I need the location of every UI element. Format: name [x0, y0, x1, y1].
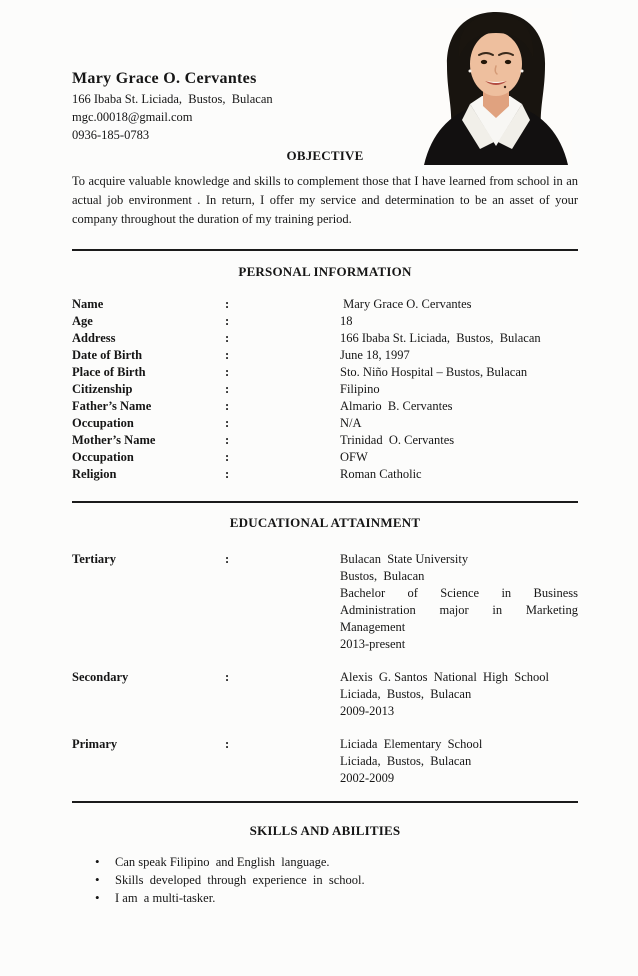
field-label: Date of Birth [72, 348, 143, 362]
skill-item: • Can speak Filipino and English language. [95, 853, 578, 871]
field-colon: : [225, 467, 230, 481]
personal-info-row [72, 330, 578, 347]
resume-content [72, 68, 578, 907]
field-label: Address [72, 331, 116, 345]
personal-info-row [72, 398, 578, 415]
field-label: Religion [72, 467, 117, 481]
field-value: N/A [340, 416, 362, 430]
field-colon: : [225, 365, 230, 379]
applicant-email: mgc.00018@gmail.com [72, 110, 193, 124]
education-line: 2002-2009 [340, 771, 395, 785]
personal-info-row [72, 381, 578, 398]
skills-heading: SKILLS AND ABILITIES [249, 823, 401, 838]
education-line: 2009-2013 [340, 704, 395, 718]
personal-info-row [72, 313, 578, 330]
section-divider [72, 249, 578, 251]
skills-list [72, 853, 578, 907]
field-value: June 18, 1997 [340, 348, 410, 362]
personal-info-row [72, 347, 578, 364]
left-eye [481, 60, 487, 64]
field-label: Father’s Name [72, 399, 152, 413]
objective-heading: OBJECTIVE [286, 148, 364, 163]
section-divider [72, 801, 578, 803]
education-line: Bulacan State University [340, 552, 469, 566]
field-label: Citizenship [72, 382, 133, 396]
education-row [72, 669, 578, 720]
section-divider [72, 501, 578, 503]
education-level-label: Tertiary [72, 552, 116, 566]
field-value: Filipino [340, 382, 380, 396]
education-line: Liciada, Bustos, Bulacan [340, 754, 472, 768]
field-value: 18 [340, 314, 353, 328]
education-level-label: Secondary [72, 670, 129, 684]
education-level-label: Primary [72, 737, 118, 751]
education-line: Liciada Elementary School [340, 737, 483, 751]
field-colon: : [225, 552, 230, 566]
field-label: Occupation [72, 416, 134, 430]
education-line: Bachelor of Science in Business [340, 586, 578, 600]
education-row [72, 551, 578, 653]
personal-info-row [72, 466, 578, 483]
field-colon: : [225, 297, 230, 311]
field-colon: : [225, 314, 230, 328]
personal-info-row [72, 415, 578, 432]
education-line: Management [340, 620, 406, 634]
education-line: Bustos, Bulacan [340, 569, 425, 583]
field-colon: : [225, 737, 230, 751]
field-colon: : [225, 450, 230, 464]
education-line: 2013-present [340, 637, 406, 651]
field-label: Occupation [72, 450, 134, 464]
field-label: Name [72, 297, 104, 311]
field-value: Sto. Niño Hospital – Bustos, Bulacan [340, 365, 528, 379]
field-value: Trinidad O. Cervantes [340, 433, 455, 447]
field-value: OFW [340, 450, 368, 464]
field-label: Age [72, 314, 93, 328]
field-colon: : [225, 433, 230, 447]
field-value: Almario B. Cervantes [340, 399, 453, 413]
field-colon: : [225, 670, 230, 684]
field-label: Place of Birth [72, 365, 146, 379]
field-colon: : [225, 331, 230, 345]
field-value: Mary Grace O. Cervantes [340, 297, 472, 311]
personal-info-row [72, 449, 578, 466]
education-row [72, 736, 578, 787]
field-label: Mother’s Name [72, 433, 156, 447]
personal-info-row [72, 296, 578, 313]
education-line: Liciada, Bustos, Bulacan [340, 687, 472, 701]
right-eye [505, 60, 511, 64]
personal-information-table [72, 296, 578, 483]
field-value: Roman Catholic [340, 467, 422, 481]
education-heading: EDUCATIONAL ATTAINMENT [229, 515, 421, 530]
education-line: Administration major in Marketing [340, 603, 578, 617]
applicant-address: 166 Ibaba St. Liciada, Bustos, Bulacan [72, 92, 273, 106]
education-table [72, 551, 578, 787]
field-colon: : [225, 399, 230, 413]
personal-info-row [72, 432, 578, 449]
skill-item: • Skills developed through experience in school. [95, 871, 578, 889]
education-details [340, 551, 578, 653]
education-details [340, 736, 578, 787]
education-details [340, 669, 578, 720]
personal-info-row [72, 364, 578, 381]
objective-text: To acquire valuable knowledge and skills to complement those that I have learned from school in an actual job environment . In return, I offer my service and determination to be an asset of your company throughout the duration of my training period. [72, 174, 578, 226]
field-colon: : [225, 382, 230, 396]
field-value: 166 Ibaba St. Liciada, Bustos, Bulacan [340, 331, 541, 345]
skill-item: • I am a multi-tasker. [95, 889, 578, 907]
field-colon: : [225, 348, 230, 362]
personal-information-heading: PERSONAL INFORMATION [238, 264, 412, 279]
applicant-name: Mary Grace O. Cervantes [72, 70, 257, 87]
field-colon: : [225, 416, 230, 430]
applicant-phone: 0936-185-0783 [72, 128, 150, 142]
education-line: Alexis G. Santos National High School [340, 670, 550, 684]
